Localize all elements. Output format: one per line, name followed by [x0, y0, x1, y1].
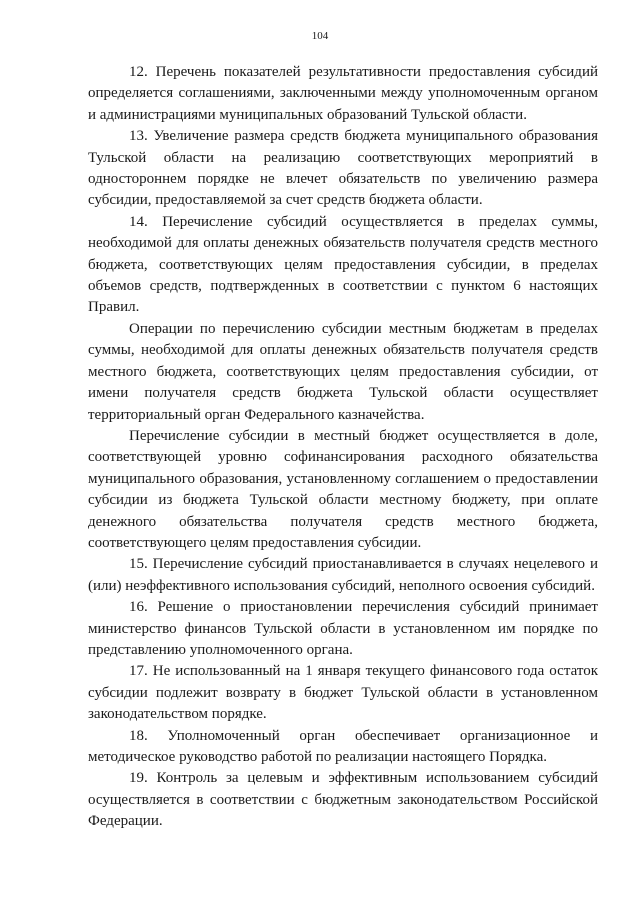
paragraph-transfer: Перечисление субсидии в местный бюджет осуществляется в доле, соответствующей уровню софинансирования расходного обязательства муниципального образования, установленному соглашением о предоставлении субсидии из бюджета Тульской области местному бюджету, при оплате денежного обязательства получателя средств местного бюджета, соответствующего целям предоставления субсидии.	[88, 427, 598, 551]
paragraph-operations: Операции по перечислению субсидии местным бюджетам в пределах суммы, необходимой для оплаты денежных обязательств получателя средств местного бюджета, соответствующих целям предоставления субсидии, от имени получателя средств бюджета Тульской области осуществляет территориальный орган Федерального казначейства.	[88, 320, 598, 423]
paragraph-19: 19. Контроль за целевым и эффективным использованием субсидий осуществляется в соответствии с бюджетным законодательством Российской Федерации.	[88, 770, 598, 830]
paragraph-14: 14. Перечисление субсидий осуществляется в пределах суммы, необходимой для оплаты денежных обязательств получателя средств местного бюджета, соответствующих целям предоставления субсидии, в пределах объемов средств, подтвержденных в соответствии с пунктом 6 настоящих Правил.	[88, 213, 598, 316]
paragraph-12: 12. Перечень показателей результативности предоставления субсидий определяется соглашениями, заключенными между уполномоченным органом и администрациями муниципальных образований Тульской области.	[88, 64, 598, 123]
paragraph-13: 13. Увеличение размера средств бюджета муниципального образования Тульской области на реализацию соответствующих мероприятий в одностороннем порядке не влечет обязательств по увеличению размера субсидии, предоставляемой за счет средств бюджета области.	[88, 128, 598, 209]
paragraph-18: 18. Уполномоченный орган обеспечивает организационное и методическое руководство работой по реализации настоящего Порядка.	[88, 727, 598, 765]
paragraph-16: 16. Решение о приостановлении перечисления субсидий принимает министерство финансов Тульской области в установленном им порядке по представлению уполномоченного органа.	[88, 599, 598, 658]
paragraph-17: 17. Не использованный на 1 января текущего финансового года остаток субсидии подлежит возврату в бюджет Тульской области в установленном законодательством порядке.	[88, 663, 598, 723]
page-number: 104	[311, 30, 329, 42]
paragraph-15: 15. Перечисление субсидий приостанавливается в случаях нецелевого и (или) неэффективного использования субсидий, неполного освоения субсидий.	[88, 556, 598, 594]
document-body	[88, 62, 598, 833]
